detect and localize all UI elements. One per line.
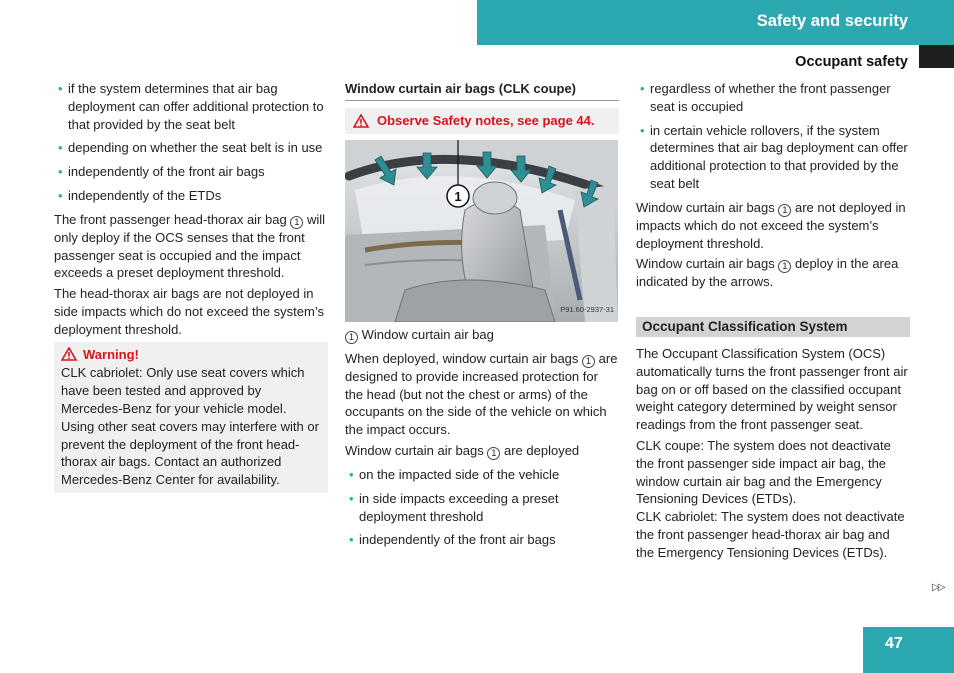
list-item: • independently of the front air bags bbox=[345, 531, 619, 549]
paragraph: CLK cabriolet: The system does not deactivate the front passenger head-thorax air bag and the Emergency Tensioning Devices (ETDs). bbox=[636, 509, 905, 560]
note-box bbox=[345, 108, 619, 134]
curtain-airbag-figure bbox=[345, 140, 618, 322]
page-number: 47 bbox=[885, 635, 903, 652]
column-2 bbox=[345, 80, 619, 555]
figure-code: P91.60-2937-31 bbox=[560, 305, 614, 314]
paragraph: The Occupant Classification System (OCS) automatically turns the front passenger front air bag on or off based on the classified occupant weight category determined by weight sensor readings from the front passenger seat. bbox=[636, 345, 908, 433]
callout-ref: 1 bbox=[778, 204, 791, 217]
continue-arrows-icon: ▷▷ bbox=[932, 582, 944, 593]
bullet-list bbox=[636, 80, 910, 193]
list-item: • if the system determines that air bag deployment can offer additional protection to that provided by the seat belt bbox=[54, 80, 328, 133]
subsection-title: Occupant safety bbox=[795, 54, 908, 70]
list-item: • on the impacted side of the vehicle bbox=[345, 466, 619, 484]
paragraph: Window curtain air bags 1 deploy in the area indicated by the arrows. bbox=[636, 256, 899, 290]
car-interior-illustration bbox=[345, 140, 618, 322]
figure-caption: 1 Window curtain air bag bbox=[345, 326, 619, 344]
bullet-list bbox=[345, 466, 619, 549]
paragraph: Window curtain air bags 1 are not deployed in impacts which do not exceed the system’s deployment threshold. bbox=[636, 199, 906, 251]
list-item: • independently of the ETDs bbox=[54, 187, 328, 205]
page-number-box bbox=[863, 627, 954, 673]
list-item: • in side impacts exceeding a preset deployment threshold bbox=[345, 490, 619, 526]
list-item: • independently of the front air bags bbox=[54, 163, 328, 181]
paragraph: When deployed, window curtain air bags 1 are designed to provide increased protection for the head (but not the chest or arms) of the occupants on the side of the vehicle on which the impact occurs. bbox=[345, 350, 618, 438]
paragraph: Window curtain air bags 1 are deployed bbox=[345, 442, 580, 458]
callout-ref: 1 bbox=[582, 355, 595, 368]
callout-ref: 1 bbox=[290, 216, 303, 229]
section-heading: Occupant Classification System bbox=[636, 317, 910, 337]
warning-header bbox=[61, 346, 322, 364]
warning-box bbox=[54, 342, 328, 493]
bullet-list bbox=[54, 80, 328, 205]
callout-ref: 1 bbox=[345, 331, 358, 344]
list-item: • regardless of whether the front passenger seat is occupied bbox=[636, 80, 910, 116]
warning-icon bbox=[353, 114, 369, 128]
paragraph: The head-thorax air bags are not deployed in side impacts which do not exceed the system’s deployment threshold. bbox=[54, 286, 325, 337]
column-1 bbox=[54, 80, 328, 493]
warning-text: CLK cabriolet: Only use seat covers which have been tested and approved by Mercedes-Benz for your vehicle model. Using other seat covers may interfere with or prevent the deployment of the front head-thorax air bags. Contact an authorized Mercedes-Benz Center for availability. bbox=[61, 365, 319, 488]
warning-title: Warning! bbox=[83, 346, 139, 362]
list-item: • depending on whether the seat belt is in use bbox=[54, 139, 328, 157]
list-item: • in certain vehicle rollovers, if the system determines that air bag deployment can offer additional protection to that provided by the seat belt bbox=[636, 122, 910, 193]
figure-callout: 1 bbox=[454, 188, 462, 204]
section-title: Safety and security bbox=[756, 12, 908, 30]
paragraph: CLK coupe: The system does not deactivate the front passenger side impact air bag, the window curtain air bag and the Emergency Tensioning Devices (ETDs). bbox=[636, 437, 891, 507]
subsection-tab bbox=[919, 45, 954, 68]
heading: Window curtain air bags (CLK coupe) bbox=[345, 80, 619, 101]
callout-ref: 1 bbox=[487, 447, 500, 460]
column-3 bbox=[636, 80, 910, 565]
note-text: Observe Safety notes, see page 44. bbox=[377, 112, 595, 128]
callout-ref: 1 bbox=[778, 260, 791, 273]
warning-icon bbox=[61, 347, 77, 361]
paragraph: The front passenger head-thorax air bag 1 will only deploy if the OCS senses that the front passenger seat is occupied and the impact exceeds a preset deployment threshold. bbox=[54, 211, 326, 281]
